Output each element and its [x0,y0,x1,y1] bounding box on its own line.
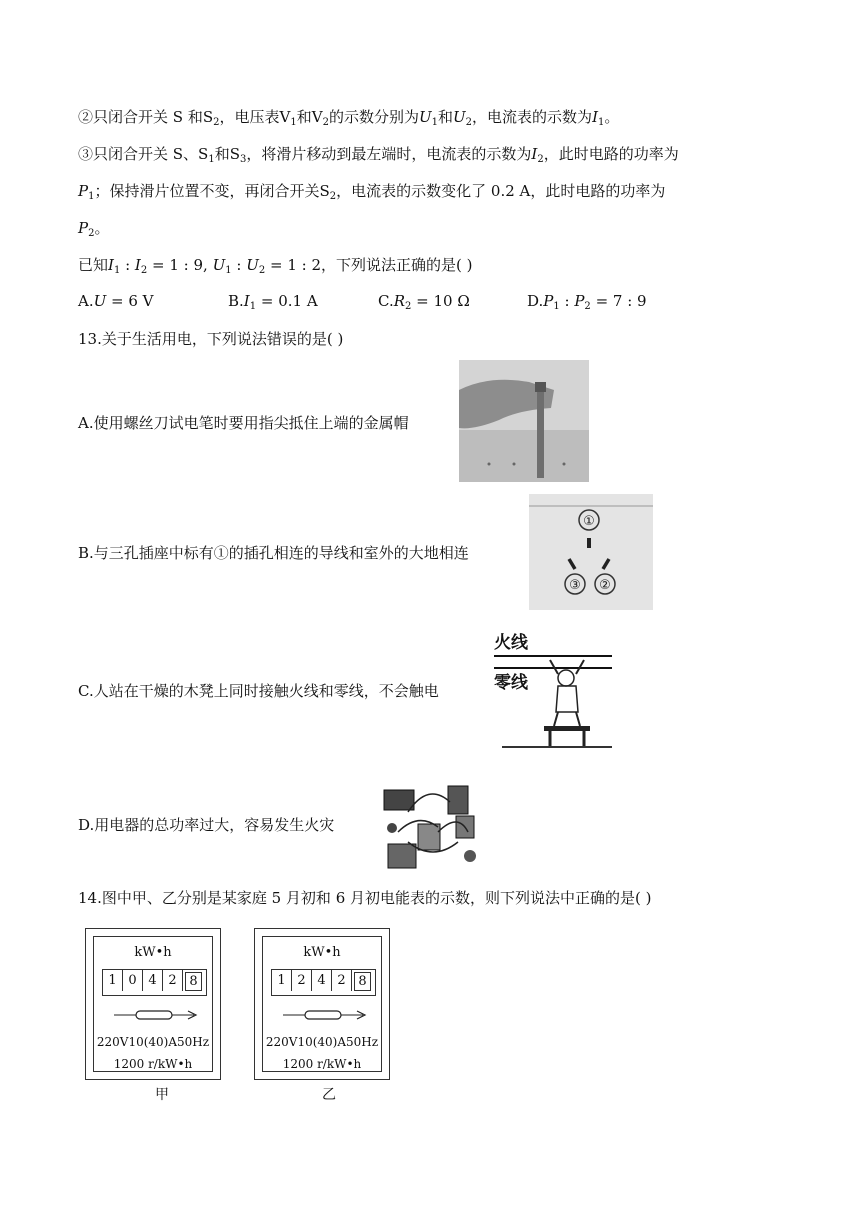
q13-option-d[interactable]: D.用电器的总功率过大，容易发生火灾 [78,816,335,834]
meter-rating: 220V10(40)A50Hz [96,1035,210,1049]
socket-label-1: ① [583,514,595,529]
neutral-wire-label: 零线 [494,673,528,693]
q12-option-b[interactable]: $B.I_1 = 0.1$ A [228,292,318,312]
live-neutral-wire-diagram [492,628,614,754]
overloaded-appliances-image [378,772,484,874]
q14-stem: 14.图中甲、乙分别是某家庭 5 月初和 6 月初电能表的示数，则下列说法中正确的是( ) [78,889,652,907]
energy-meter-yi [254,928,390,1080]
q12-option-d[interactable]: $D.P_1$ : $P_2 = 7$ : 9 [527,292,647,312]
q12-condition-3-cont: $P_1$；保持滑片位置不变，再闭合开关$S_2$，电流表的示数变化了 0.2 A，此时电路的功率为 [78,182,666,202]
three-hole-socket-image [529,494,653,610]
socket-label-3: ③ [569,578,581,593]
q12-condition-3-end: $P_2$。 [78,219,110,239]
q13-option-a[interactable]: A.使用螺丝刀试电笔时要用指尖抵住上端的金属帽 [78,414,409,432]
meter-caption-yi: 乙 [322,1087,336,1103]
energy-meter-jia [85,928,221,1080]
meter-unit: kW•h [303,945,341,960]
meter-constant: 1200 r/kW•h [282,1057,362,1071]
meter-rating: 220V10(40)A50Hz [265,1035,379,1049]
q13-option-c[interactable]: C.人站在干燥的木凳上同时接触火线和零线，不会触电 [78,682,439,700]
live-wire-label: 火线 [494,633,528,653]
q12-condition-3: ③只闭合开关 S、$S_1$和$S_3$，将滑片移动到最左端时，电流表的示数为$I_2$，此时电路的功率为 [78,145,679,165]
q13-option-b[interactable]: B.与三孔插座中标有①的插孔相连的导线和室外的大地相连 [78,544,469,562]
q12-option-a[interactable]: A.U = 6 V [78,292,154,310]
meter-reading: 1 2 4 2 8 [271,969,376,996]
q12-option-c[interactable]: $C.R_2 = 10$ Ω [378,292,470,312]
q13-stem: 13.关于生活用电，下列说法错误的是( ) [78,330,344,348]
meter-disc-icon [283,1009,367,1021]
test-pen-photo [459,360,589,482]
meter-constant: 1200 r/kW•h [113,1057,193,1071]
q12-condition-2: ②只闭合开关 S 和$S_2$，电压表$V_1$和$V_2$的示数分别为$U_1$和$U_2$，电流表的示数为$I_1$。 [78,108,620,128]
meter-caption-jia: 甲 [155,1087,169,1103]
q12-known: 已知$I_1$ : $I_2 = 1$ : 9, $U_1$ : $U_2 = 1$ : 2，下列说法正确的是( ) [78,256,473,276]
socket-label-2: ② [599,578,611,593]
meter-reading: 1 0 4 2 8 [102,969,207,996]
meter-unit: kW•h [134,945,172,960]
meter-disc-icon [114,1009,198,1021]
